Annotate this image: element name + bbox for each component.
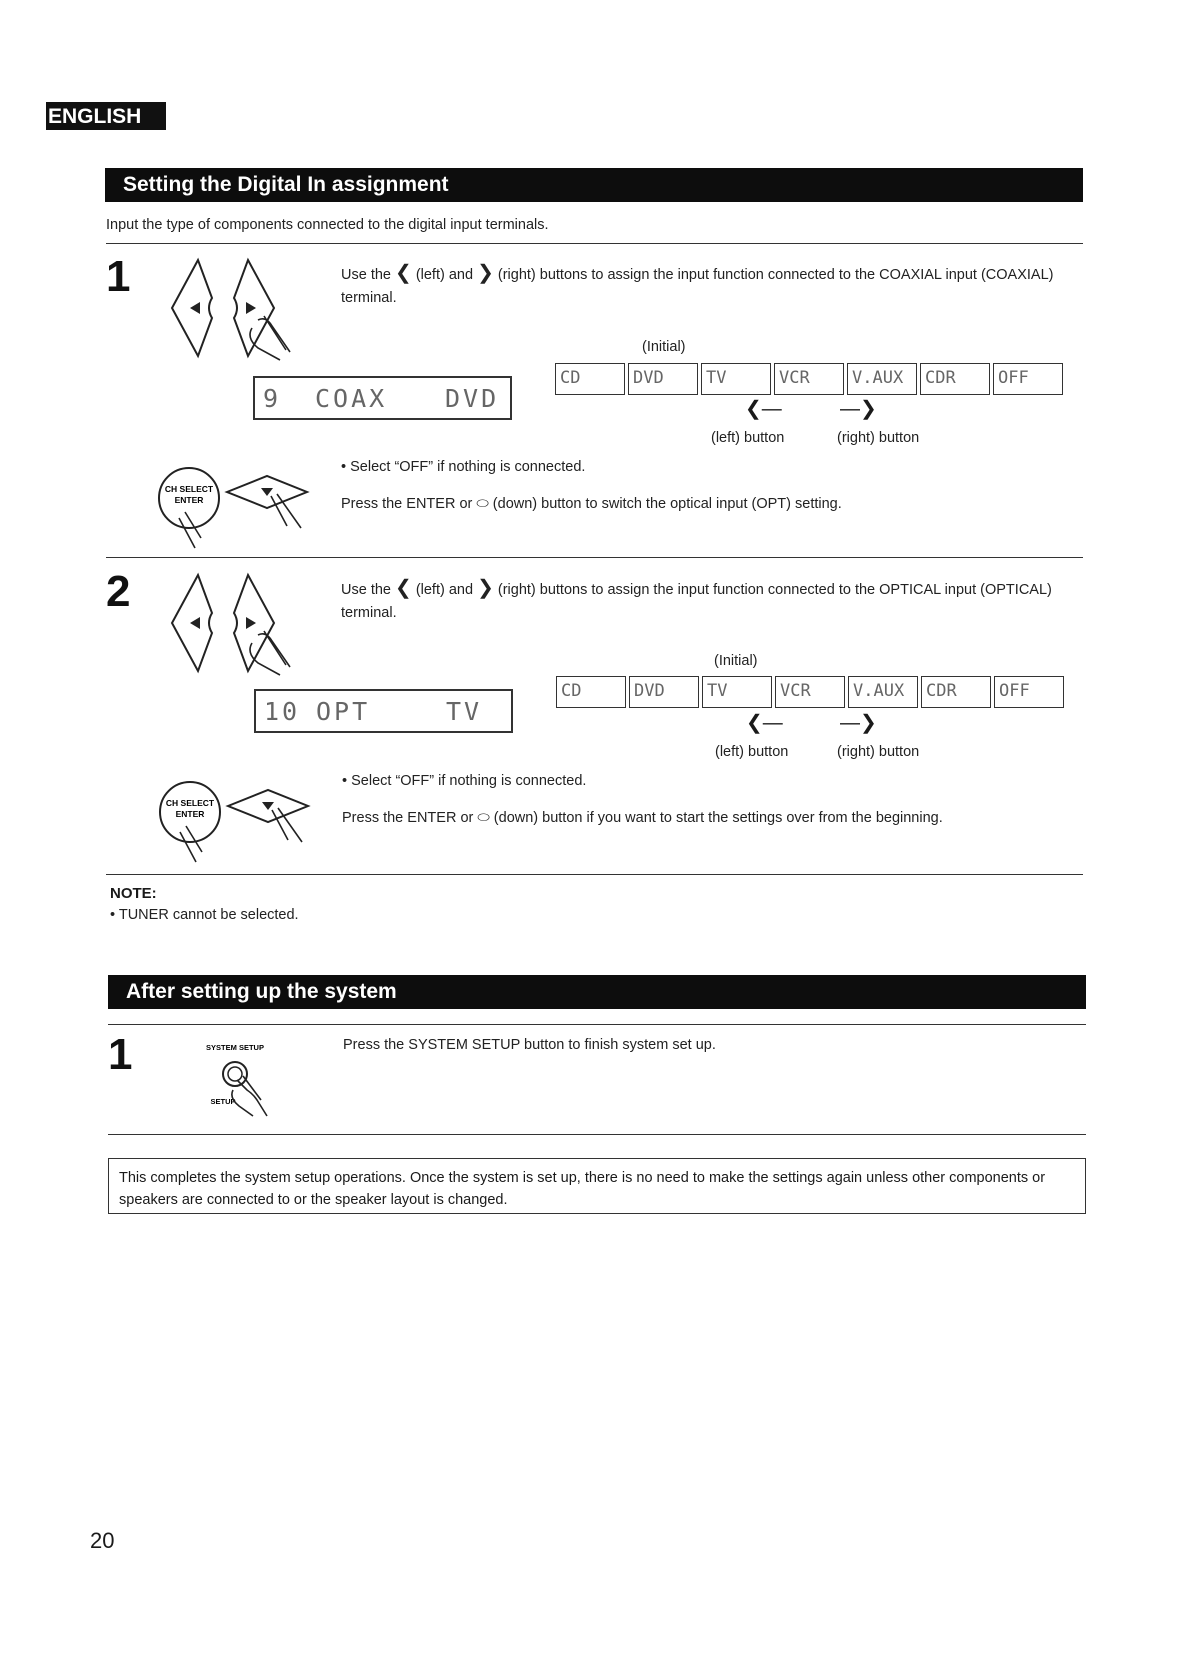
chain-item: CDR bbox=[920, 363, 990, 395]
step-number: 2 bbox=[106, 567, 131, 616]
left-arrow-icon: ❮— bbox=[745, 398, 782, 420]
input-function-chain bbox=[556, 676, 1067, 708]
divider bbox=[106, 243, 1083, 244]
bullet-select-off: • Select “OFF” if nothing is connected. bbox=[342, 773, 587, 789]
divider bbox=[106, 557, 1083, 558]
system-setup-button-icon bbox=[205, 1040, 285, 1116]
chain-item: TV bbox=[702, 676, 772, 708]
completion-text: This completes the system setup operations. Once the system is set up, there is no need to make the settings again unless other components or speakers are connected to or the speaker layout is changed. bbox=[119, 1170, 1046, 1208]
chain-item: V.AUX bbox=[847, 363, 917, 395]
divider bbox=[108, 1024, 1086, 1025]
bullet-select-off: • Select “OFF” if nothing is connected. bbox=[341, 459, 586, 475]
section-title-digital-in: Setting the Digital In assignment bbox=[105, 168, 1083, 202]
note-title: NOTE: bbox=[110, 885, 157, 902]
down-button-icon: ⬭ bbox=[477, 810, 490, 826]
svg-text:SETUP: SETUP bbox=[210, 1097, 236, 1106]
right-button-label: (right) button bbox=[837, 430, 920, 446]
left-button-label: (left) button bbox=[715, 744, 789, 760]
chain-item: CD bbox=[556, 676, 626, 708]
svg-text:CH SELECT: CH SELECT bbox=[164, 484, 214, 494]
initial-label: (Initial) bbox=[642, 339, 686, 355]
right-button-icon: ❯ bbox=[477, 262, 494, 284]
left-right-buttons-icon bbox=[168, 258, 318, 358]
right-arrow-icon: —❯ bbox=[840, 398, 877, 420]
left-button-icon: ❮ bbox=[395, 262, 412, 284]
chain-item: TV bbox=[701, 363, 771, 395]
system-setup-instruction: Press the SYSTEM SETUP button to finish system set up. bbox=[343, 1037, 716, 1053]
left-button-icon: ❮ bbox=[395, 577, 412, 599]
initial-label: (Initial) bbox=[714, 653, 758, 669]
right-button-icon: ❯ bbox=[477, 577, 494, 599]
svg-text:ENTER: ENTER bbox=[175, 809, 205, 819]
step1-instruction: Use the ❮ (left) and ❯ (right) buttons to assign the input function connected to the COAXIAL input (COAXIAL) terminal. bbox=[341, 262, 1054, 306]
chain-item: OFF bbox=[994, 676, 1064, 708]
chain-item: DVD bbox=[628, 363, 698, 395]
divider bbox=[108, 1134, 1086, 1135]
section-title-after-setup: After setting up the system bbox=[108, 975, 1086, 1009]
step-number: 1 bbox=[108, 1030, 133, 1079]
chain-item: VCR bbox=[774, 363, 844, 395]
section-intro: Input the type of components connected to the digital input terminals. bbox=[106, 217, 549, 233]
page-number: 20 bbox=[90, 1528, 115, 1553]
enter-down-buttons-icon bbox=[157, 462, 322, 552]
language-tab: ENGLISH bbox=[46, 102, 166, 130]
divider bbox=[106, 874, 1083, 875]
svg-text:CH SELECT: CH SELECT bbox=[165, 798, 215, 808]
chain-item: DVD bbox=[629, 676, 699, 708]
step2-instruction: Use the ❮ (left) and ❯ (right) buttons to assign the input function connected to the OPTICAL input (OPTICAL) terminal. bbox=[341, 577, 1052, 621]
step2-enter-text: Press the ENTER or ⬭ (down) button if you want to start the settings over from the beginning. bbox=[342, 810, 943, 826]
chain-item: V.AUX bbox=[848, 676, 918, 708]
svg-text:ENTER: ENTER bbox=[174, 495, 204, 505]
svg-text:SYSTEM SETUP: SYSTEM SETUP bbox=[206, 1043, 264, 1052]
left-right-buttons-icon bbox=[168, 573, 318, 673]
step1-enter-text: Press the ENTER or ⬭ (down) button to switch the optical input (OPT) setting. bbox=[341, 496, 842, 512]
chain-item: VCR bbox=[775, 676, 845, 708]
right-arrow-icon: —❯ bbox=[840, 712, 877, 734]
left-arrow-icon: ❮— bbox=[746, 712, 783, 734]
down-button-icon: ⬭ bbox=[476, 496, 489, 512]
enter-down-buttons-icon bbox=[158, 776, 323, 866]
note-text: • TUNER cannot be selected. bbox=[110, 907, 299, 923]
chain-item: CD bbox=[555, 363, 625, 395]
left-button-label: (left) button bbox=[711, 430, 785, 446]
lcd-display: 10 OPT TV bbox=[254, 689, 513, 733]
right-button-label: (right) button bbox=[837, 744, 920, 760]
step-number: 1 bbox=[106, 252, 131, 301]
lcd-display: 9 COAX DVD bbox=[253, 376, 512, 420]
completion-note-box bbox=[108, 1158, 1086, 1214]
chain-item: OFF bbox=[993, 363, 1063, 395]
chain-item: CDR bbox=[921, 676, 991, 708]
input-function-chain bbox=[555, 363, 1066, 395]
